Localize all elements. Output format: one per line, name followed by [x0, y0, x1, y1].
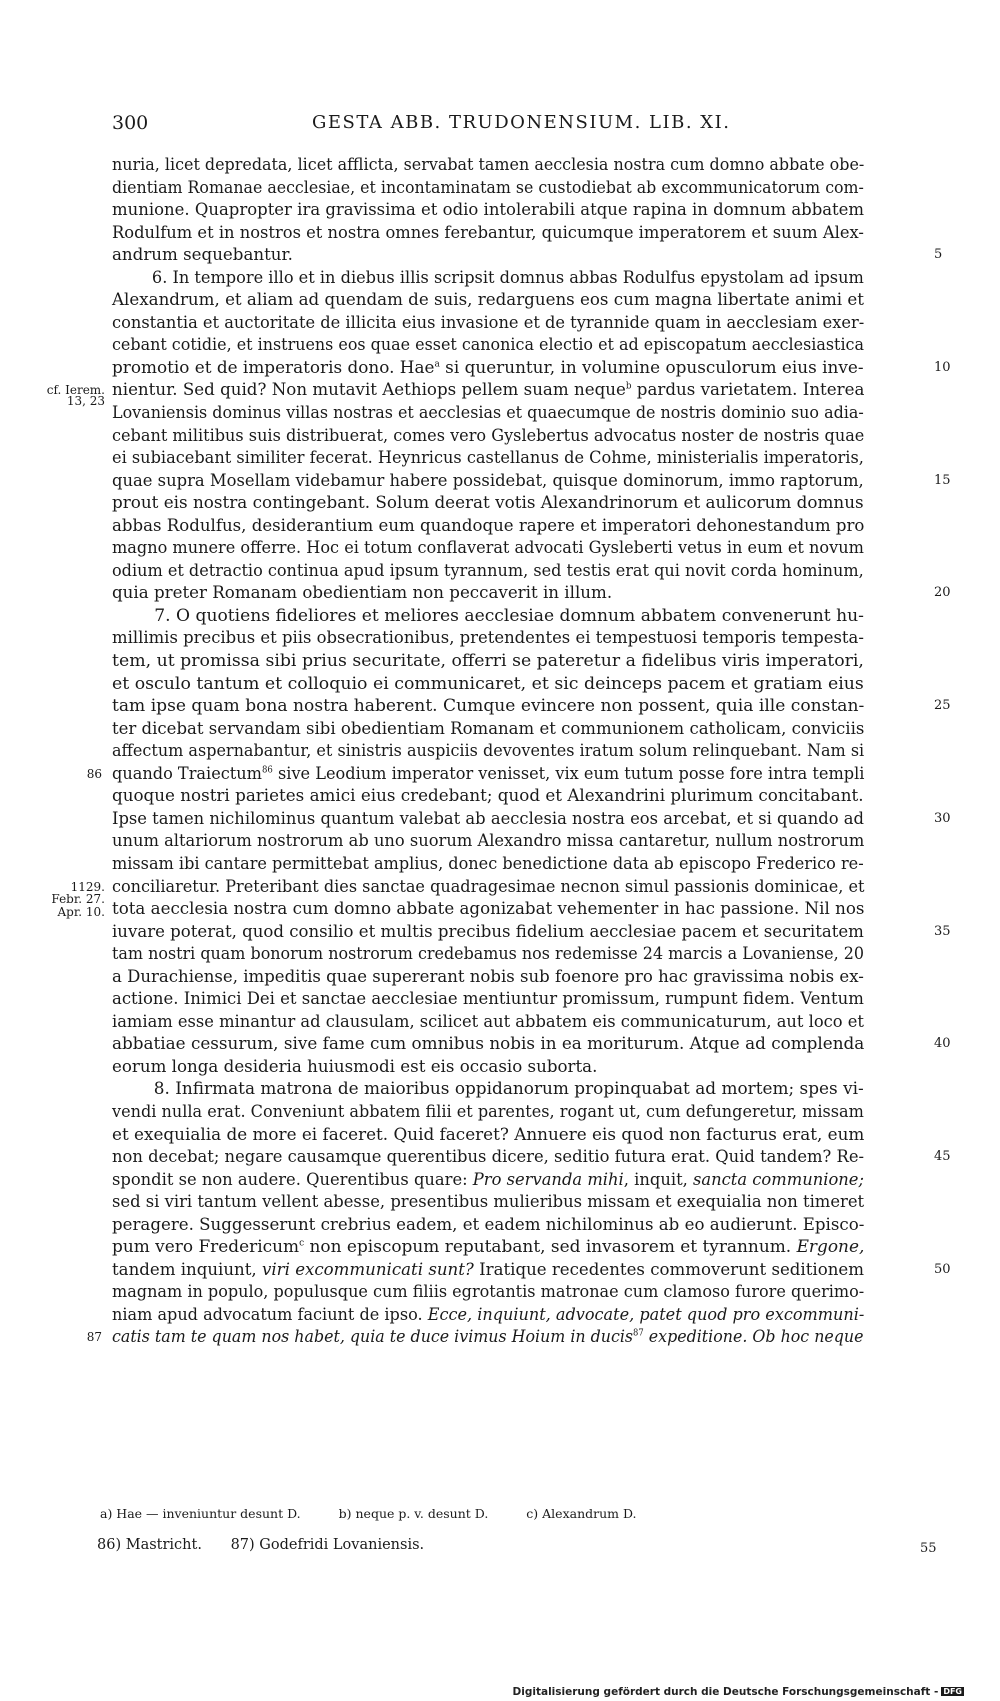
- text-line: dientiam Romanae aecclesiae, et incontaminatam se custodiebat ab excommunicatorum com-: [112, 177, 864, 198]
- dfg-logo: DFG: [943, 1687, 962, 1696]
- text-line: 7. O quotiens fideliores et meliores aecclesiae domnum abbatem convenerunt hu-: [154, 605, 864, 626]
- line-number: 50: [934, 1261, 951, 1277]
- text-line: ei subiacebant similiter fecerat. Heynricus castellanus de Cohme, ministerialis imperatoris,: [112, 448, 864, 469]
- text-line: a Durachiense, impeditis quae supererant nobis sub foenore pro hac gravissima nobis ex-: [112, 966, 864, 987]
- text-line: niam apud advocatum faciunt de ipso. Ecce, inquiunt, advocate, patet quod pro excommuni-: [112, 1304, 865, 1325]
- text-line: sed si viri tantum vellent abesse, presentibus mulieribus missam et exequialia non timeret: [112, 1192, 865, 1213]
- text-line: unum altariorum nostrorum ab uno suorum Alexandro missa cantaretur, nullum nostrorum: [112, 831, 865, 852]
- text-line: quoque nostri parietes amici eius credebant; quod et Alexandrini plurimum concitabant.: [112, 786, 864, 807]
- text-line: abbas Rodulfus, desiderantium eum quandoque rapere et imperatori dehonestandum pro: [112, 515, 865, 536]
- text-line: Rodulfum et in nostros et nostra omnes ferebantur, quicumque imperatorem et suum Alex-: [112, 222, 864, 243]
- text-line: odium et detractio continua apud ipsum tyrannum, sed testis erat qui novit corda hominum,: [112, 560, 864, 581]
- main-text: [46, 154, 951, 1349]
- text-line: cebant militibus suis distribuerat, comes vero Gyslebertus advocatus noster de nostris quae: [112, 425, 865, 446]
- text-line: quia preter Romanam obedientiam non peccaverit in illum. 20: [112, 582, 920, 605]
- line-number: 20: [934, 585, 951, 601]
- text-line: 8. Infirmata matrona de maioribus oppidanorum propinquabat ad mortem; spes vi-: [153, 1079, 864, 1100]
- text-line: ter dicebat servandam sibi obedientiam Romanam et communionem catholicam, conviciis: [112, 718, 865, 739]
- line-number: 35: [934, 923, 951, 939]
- text-line: cf. Ierem. 13, 23 nientur. Sed quid? Non mutavit Aethiops pellem suam neque$^b$ pardus varietatem. Interea: [46, 380, 865, 409]
- footnotes-notes: [97, 1537, 448, 1553]
- text-line: pum vero Fredericum$^c$ non episcopum reputabant, sed invasorem et tyrannum. Ergone,: [112, 1237, 865, 1258]
- footnote-c: c) Alexandrum D.: [526, 1506, 637, 1521]
- margin-note-year: 1129.: [70, 879, 105, 894]
- text-line: 1129. Febr. 27. Apr. 10. conciliaretur. Preteribant dies sanctae quadragesimae necnon simul passionis dominicae, et: [51, 876, 865, 919]
- text-line: tandem inquiunt, viri excommunicati sunt? Iratique recedentes commoverunt seditionem 50: [112, 1259, 920, 1282]
- text-line: tem, ut promissa sibi prius securitate, offerri se pateretur a fidelibus viris imperatori,: [112, 651, 864, 672]
- text-line: constantia et auctoritate de illicita eius invasione et de tyrannide quam in aecclesiam exer-: [112, 312, 865, 333]
- text-line: magno munere offerre. Hoc ei totum conflaverat advocati Gysleberti vetus in eum et novum: [112, 538, 864, 559]
- page-number: 300: [112, 112, 149, 134]
- text-line: iamiam esse minantur ad clausulam, scilicet aut abbatem eis communicaturum, aut loco et: [112, 1011, 864, 1032]
- footnote-86: 86) Mastricht.: [97, 1537, 202, 1553]
- text-line: Lovaniensis dominus villas nostras et aecclesias et quaecumque de nostris dominio suo adia-: [112, 403, 864, 424]
- text-line: missam ibi cantare permittebat amplius, donec benedictione data ab episcopo Frederico re-: [112, 853, 864, 874]
- text-line: magnam in populo, populusque cum filiis egrotantis matronae cum clamoso furore querimo-: [112, 1282, 865, 1303]
- line-number: 45: [934, 1149, 951, 1165]
- footnote-b: b) neque p. v. desunt D.: [338, 1506, 489, 1521]
- text-line: et osculo tantum et colloquio ei communicaret, et sic deinceps pacem et gratiam eius: [112, 673, 864, 694]
- text-line: spondit se non audere. Querentibus quare: Pro servanda mihi, inquit, sancta communione;: [112, 1169, 864, 1190]
- margin-note-jerem-verse: 13, 23: [66, 394, 105, 409]
- text-line: et exequialia de more ei faceret. Quid faceret? Annuere eis quod non facturus erat, eum: [112, 1124, 865, 1145]
- text-line: 87 catis tam te quam nos habet, quia te duce ivimus Hoium in ducis$^{87}$ expeditione. Ob hoc neque: [86, 1327, 864, 1348]
- line-number: 10: [934, 359, 951, 375]
- line-number: 5: [934, 247, 943, 263]
- text-line: eorum longa desideria huiusmodi est eis occasio suborta.: [112, 1056, 598, 1077]
- text-line: promotio et de imperatoris dono. Hae$^a$ si queruntur, in volumine opusculorum eius inve- 10: [112, 357, 920, 380]
- running-title: GESTA ABB. TRUDONENSIUM. LIB. XI.: [312, 112, 731, 133]
- text-line: andrum sequebantur. 5: [112, 244, 920, 267]
- margin-note-fn86: 86: [86, 766, 102, 781]
- margin-note-jerem: cf. Ierem.: [46, 383, 105, 398]
- text-line: Alexandrum, et aliam ad quendam de suis, redarguens eos cum magna libertate animi et: [112, 290, 864, 311]
- text-line: cebant cotidie, et instruens eos quae esset canonica electio et ad episcopatum aecclesiastica: [112, 335, 865, 356]
- line-number: 25: [934, 698, 951, 714]
- text-line: Ipse tamen nichilominus quantum valebat ab aecclesia nostra eos arcebat, et si quando ad 30: [112, 808, 920, 831]
- text-line: millimis precibus et piis obsecrationibus, pretendentes ei tempestuosi temporis tempesta-: [112, 628, 864, 649]
- text-line: affectum aspernabantur, et sinistris auspiciis devoventes iratum solum relinquebant. Nam si: [112, 741, 865, 762]
- margin-note-date-febr: Febr. 27.: [51, 891, 105, 906]
- margin-note-fn87: 87: [86, 1330, 102, 1345]
- line-number: 30: [934, 810, 951, 826]
- footer-credit: [513, 1686, 964, 1698]
- footnotes-variants: [100, 1506, 671, 1521]
- line-number: 40: [934, 1036, 951, 1052]
- text-line: iuvare poterat, quod consilio et multis precibus fidelium aecclesiae pacem et securitatem 35: [112, 921, 920, 944]
- line-number: 15: [934, 472, 951, 488]
- text-line: prout eis nostra contingebant. Solum deerat votis Alexandrinorum et aulicorum domnus: [112, 493, 864, 514]
- text-line: tota aecclesia nostra cum domno abbate agonizabat vehementer in hac passione. Nil nos: [112, 899, 865, 920]
- text-line: 86 quando Traiectum$^{86}$ sive Leodium imperator venisset, vix eum tutum posse fore intra templi: [86, 763, 865, 784]
- text-line: vendi nulla erat. Conveniunt abbatem filii et parentes, rogant ut, cum defungeretur, missam: [112, 1101, 864, 1122]
- text-line: actione. Inimici Dei et sanctae aecclesiae mentiuntur promissum, rumpunt fidem. Ventum: [112, 989, 864, 1010]
- text-line: munione. Quapropter ira gravissima et odio intolerabili atque rapina in domnum abbatem: [112, 200, 865, 221]
- text-line: quae supra Mosellam videbamur habere possidebat, quisque dominorum, immo raptorum, 15: [112, 470, 920, 493]
- text-line: peragere. Suggesserunt crebrius eadem, et eadem nichilominus ab eo audierunt. Episco-: [112, 1214, 865, 1235]
- text-line: non decebat; negare causamque querentibus dicere, seditio futura erat. Quid tandem? Re- 45: [112, 1146, 920, 1169]
- text-line: 6. In tempore illo et in diebus illis scripsit domnus abbas Rodulfus epystolam ad ipsum: [151, 267, 864, 288]
- text-line: tam nostri quam bonorum nostrorum credebamus nos redemisse 24 marcis a Lovaniense, 20: [112, 944, 865, 965]
- margin-note-date-apr: Apr. 10.: [57, 904, 105, 919]
- text-line: abbatiae cessurum, sive fame cum omnibus nobis in ea moriturum. Atque ad complenda 40: [112, 1033, 920, 1056]
- text-line: tam ipse quam bona nostra haberent. Cumque evincere non possent, quia ille constan- 25: [112, 695, 920, 718]
- text-line: nuria, licet depredata, licet afflicta, servabat tamen aecclesia nostra cum domno abbate obe-: [112, 155, 865, 175]
- footnote-87: 87) Godefridi Lovaniensis.: [230, 1537, 425, 1553]
- footnote-a: a) Hae — inveniuntur desunt D.: [100, 1506, 301, 1521]
- footnote-line-number: 55: [920, 1541, 937, 1556]
- credit-text: Digitalisierung gefördert durch die Deutsche Forschungsgemeinschaft -: [512, 1686, 939, 1698]
